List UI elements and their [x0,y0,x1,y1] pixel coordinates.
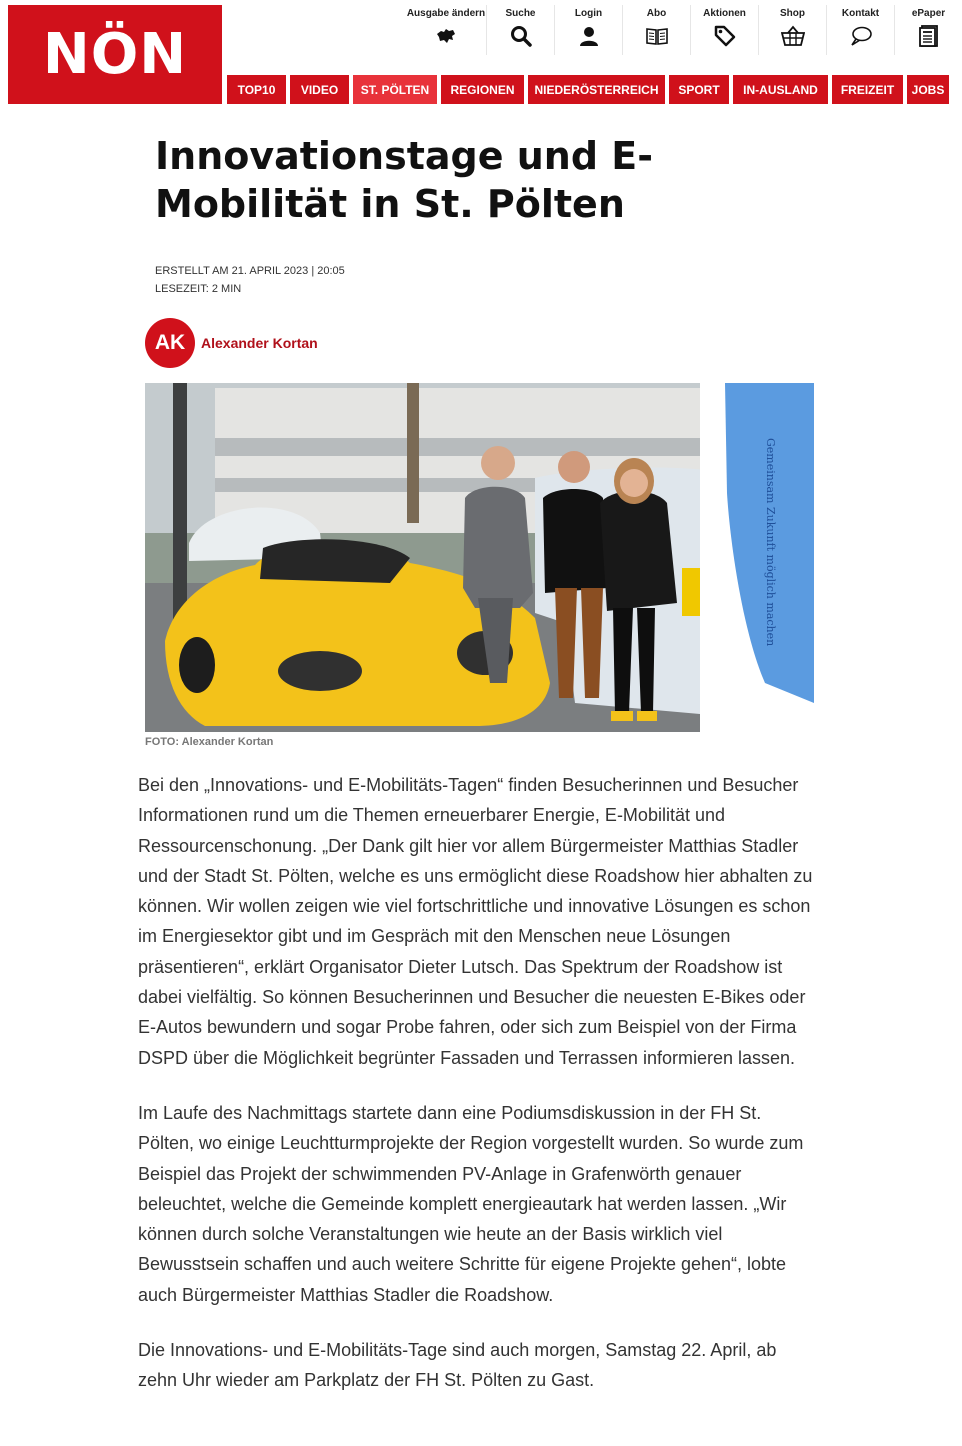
photo-caption: FOTO: Alexander Kortan [145,736,274,748]
photo-illustration [145,383,814,732]
top-toolbar [406,5,962,55]
epaper-icon [917,24,941,48]
newspaper-icon [645,24,669,48]
article-photo [145,383,814,732]
article-paragraph: Im Laufe des Nachmittags startete dann eine Podiumsdiskussion in der FH St. Pölten, wo einige Leuchtturmprojekte der Region vorgestellt wurden. So wurde zum Beispiel das Projekt der schwimmenden PV-Anlage in Grafenwörth genauer beleuchtet, welche die Gemeinde komplett energieautark hat werden lassen. „Wir können durch solche Veranstaltungen wie heute an der Basis wirklich viel Bewusstsein schaffen und auch weitere Schritte für eigene Projekte gehen“, lobte auch Bürgermeister Matthias Stadler die Roadshow. [138,1102,804,1305]
article-reading-time: LESEZEIT: 2 MIN [155,283,242,295]
main-nav [227,75,949,104]
toolbar-label: Abo [646,8,667,19]
nav-freizeit[interactable]: FREIZEIT [832,75,903,104]
author-link[interactable] [145,318,318,368]
tag-icon [713,24,737,48]
toolbar-shop[interactable] [758,5,826,55]
site-logo[interactable]: NÖN [8,5,222,104]
author-name[interactable]: Alexander Kortan [201,335,318,351]
nav-sport[interactable]: SPORT [669,75,729,104]
toolbar-label: Kontakt [841,8,880,19]
banner-text: Gemeinsam Zukunft möglich machen [764,438,777,647]
toolbar-epaper[interactable] [894,5,962,55]
nav-in-ausland[interactable]: IN-AUSLAND [733,75,828,104]
toolbar-label: Login [574,8,603,19]
nav-regionen[interactable]: REGIONEN [441,75,524,104]
toolbar-aktionen[interactable] [690,5,758,55]
toolbar-label: Suche [505,8,536,19]
toolbar-label: Ausgabe ändern [406,8,486,19]
austria-map-icon [434,24,458,48]
search-icon [509,24,533,48]
chat-icon [849,24,873,48]
toolbar-login[interactable] [554,5,622,55]
article-body [138,770,818,1421]
toolbar-label: ePaper [911,8,946,19]
toolbar-kontakt[interactable] [826,5,894,55]
user-icon [577,24,601,48]
toolbar-label: Shop [780,8,805,19]
nav-video[interactable]: VIDEO [290,75,349,104]
basket-icon [781,24,805,48]
toolbar-abo[interactable] [622,5,690,55]
article-paragraph: Bei den „Innovations- und E-Mobilitäts-Tagen“ finden Besucherinnen und Besucher Informationen rund um die Themen erneuerbarer Energie, E-Mobilität und Ressourcenschonung. „Der Dank gilt hier vor allem Bürgermeister Matthias Stadler und der Stadt St. Pölten, welche es uns ermöglicht diese Roadshow hier abhalten zu können. Wir wollen zeigen wie viel fortschrittliche und innovative Lösungen es schon im Energiesektor gibt und im Gespräch mit den Menschen neue Lösungen präsentieren“, erklärt Organisator Dieter Lutsch. Das Spektrum der Roadshow ist dabei vielfältig. So können Besucherinnen und Besucher die neuesten E-Bikes oder E-Autos bewundern und sogar Probe fahren, oder sich zum Beispiel von der Firma DSPD über die Möglichkeit begrünter Fassaden und Terrassen informieren lassen. [138,775,813,1068]
toolbar-label: Aktionen [703,8,746,19]
article-created: ERSTELLT AM 21. APRIL 2023 | 20:05 [155,265,345,277]
article-paragraph: Die Innovations- und E-Mobilitäts-Tage sind auch morgen, Samstag 22. April, ab zehn Uhr wieder am Parkplatz der FH St. Pölten zu Gast. [138,1340,777,1391]
toolbar-suche[interactable] [486,5,554,55]
toolbar-ausgabe-aendern[interactable] [406,5,486,55]
article-title: Innovationstage und E-Mobilität in St. Pölten [155,134,654,226]
nav-st-poelten[interactable]: ST. PÖLTEN [353,75,437,104]
article-meta [155,262,345,298]
nav-jobs[interactable]: JOBS [907,75,949,104]
nav-niederoesterreich[interactable]: NIEDERÖSTERREICH [528,75,665,104]
nav-top10[interactable]: TOP10 [227,75,286,104]
author-avatar: AK [145,318,195,368]
